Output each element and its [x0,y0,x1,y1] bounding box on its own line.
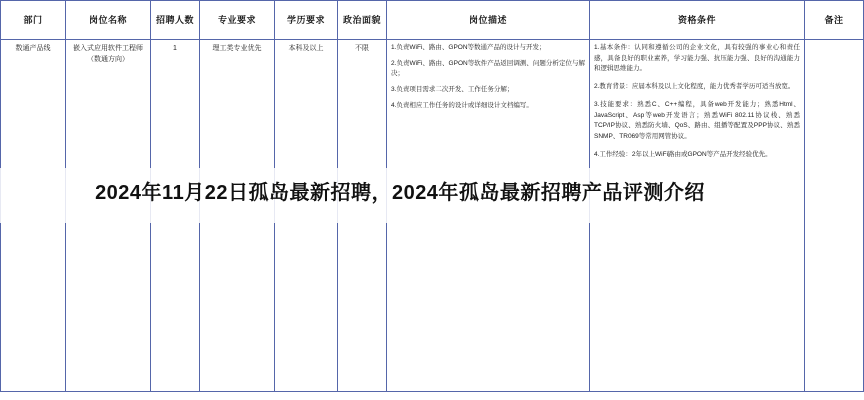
description-item: 1.负责WiFi、路由、GPON等数通产品的设计与开发； [391,44,546,51]
column-header-note: 备注 [805,1,864,40]
cell-headcount: 1 [151,40,200,392]
description-item: 3.负责项目需求二次开发、工作任务分解； [391,86,514,94]
column-header-major: 专业要求 [200,1,275,40]
table-header-row [1,1,864,40]
requirement-item: 2.教育背景：应届本科及以上文化程度，能力优秀者学历可适当放宽。 [594,83,795,91]
cell-politics: 不限 [338,40,387,392]
description-item: 4.负责相应工作任务的设计或详细设计文档编写。 [391,101,533,109]
requirement-item: 1.基本条件：认同和遵循公司的企业文化，具有较强的事业心和责任感，具备良好的职业素养，学习能力强、抗压能力强、良好的沟通能力和逻辑思维能力。 [594,44,800,73]
column-header-description: 岗位描述 [387,1,590,40]
column-header-requirements: 资格条件 [590,1,805,40]
description-item: 2.负责WiFi、路由、GPON等软件产品返回调测、问题分析定位与解决； [391,59,585,78]
requirement-item: 3.技能要求：熟悉C、C++编程，具备web开发能力；熟悉Html、JavaScript、Asp等web开发语言；熟悉WiFi 802.11协议栈、熟悉TCP/IP协议、熟悉防火墙、QoS、路由、组播等配置及PPP协议、熟悉SNMP、TR069等常用网管协议。 [594,100,800,141]
table-header [1,1,864,40]
cell-note [805,40,864,392]
overlay-banner [0,168,800,223]
requirement-item: 4.工作经验：2年以上WiFi路由或GPON等产品开发经验优先。 [594,150,772,158]
cell-education: 本科及以上 [275,40,338,392]
column-header-education: 学历要求 [275,1,338,40]
cell-major: 理工类专业优先 [200,40,275,392]
column-header-position: 岗位名称 [66,1,151,40]
cell-department: 数通产品线 [1,40,66,392]
page-title: 2024年11月22日孤岛最新招聘，2024年孤岛最新招聘产品评测介绍 [95,182,705,204]
column-header-politics: 政治面貌 [338,1,387,40]
cell-position: 嵌入式应用软件工程师（数通方向） [66,40,151,392]
column-header-department: 部门 [1,1,66,40]
column-header-headcount: 招聘人数 [151,1,200,40]
